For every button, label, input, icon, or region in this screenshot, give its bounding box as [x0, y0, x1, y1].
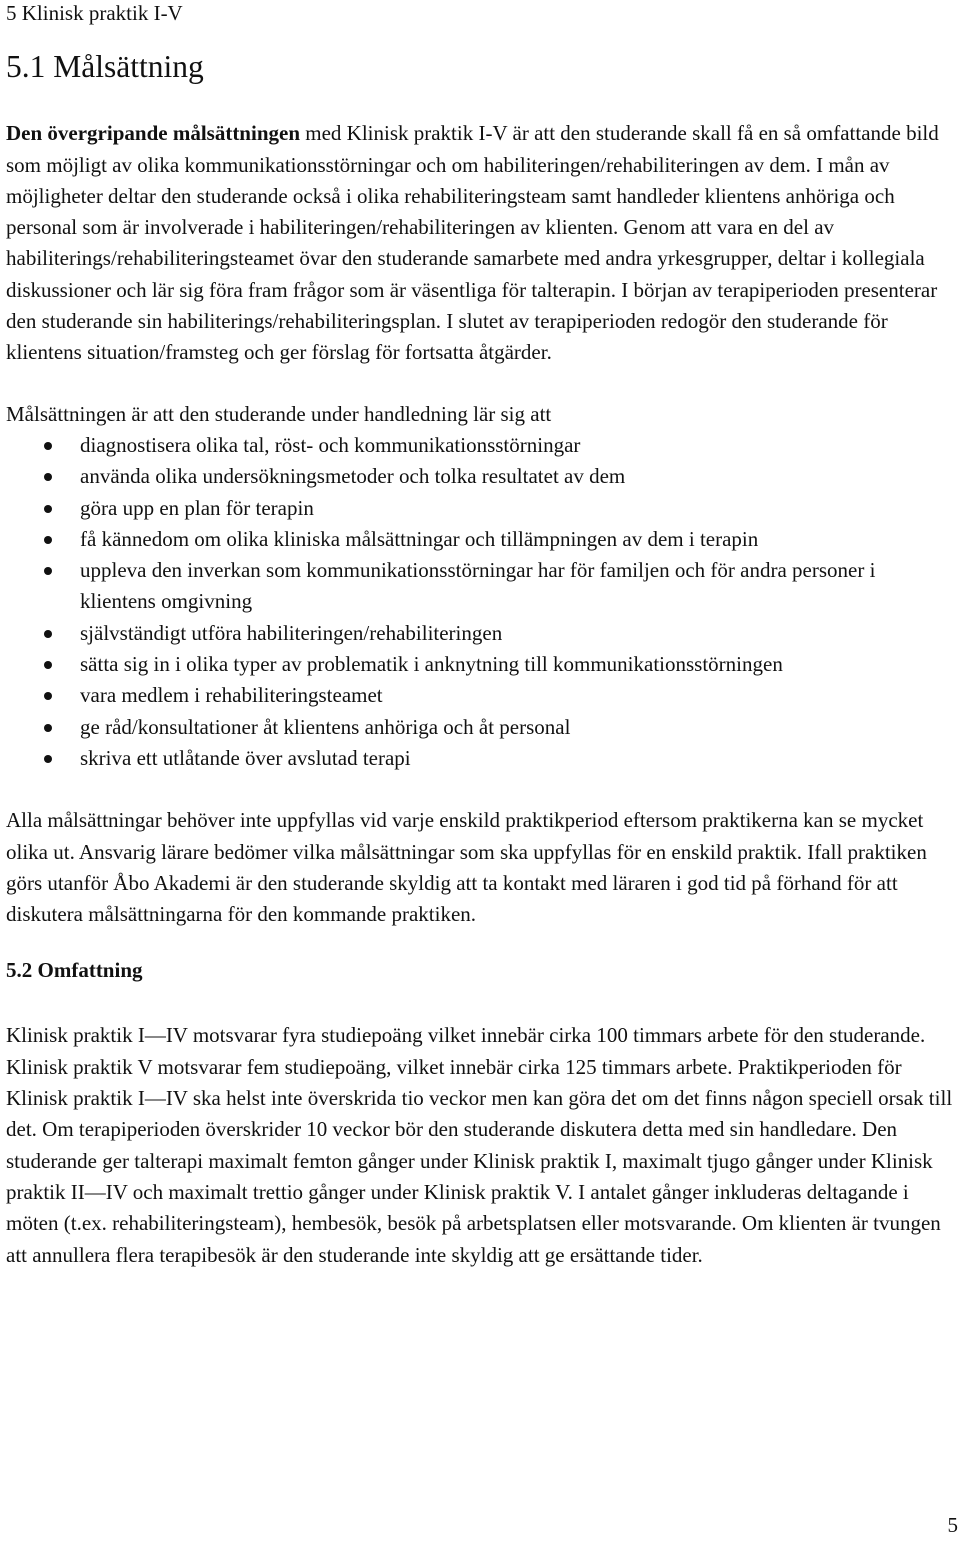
list-item: uppleva den inverkan som kommunikationsstörningar har för familjen och för andra personer i klientens omgivning — [6, 555, 954, 618]
list-item: självständigt utföra habiliteringen/rehabiliteringen — [6, 618, 954, 649]
bullet-icon — [44, 473, 52, 481]
paragraph-overview-bold: Den övergripande målsättningen — [6, 121, 300, 146]
bullet-icon — [44, 442, 52, 450]
list-item: ge råd/konsultationer åt klientens anhöriga och åt personal — [6, 712, 954, 743]
list-item: diagnostisera olika tal, röst- och kommunikationsstörningar — [6, 430, 954, 461]
goals-list — [6, 430, 954, 774]
subsection-title-malsattning: 5.1 Målsättning — [6, 49, 204, 84]
list-item: få kännedom om olika kliniska målsättningar och tillämpningen av dem i terapin — [6, 524, 954, 555]
paragraph-scope: Klinisk praktik I—IV motsvarar fyra studiepoäng vilket innebär cirka 100 timmars arbete för den studerande. Klinisk praktik V motsvarar fem studiepoäng, vilket innebär cirka 125 timmars arbete. Praktikperioden för Klinisk praktik I—IV ska helst inte överskrida tio veckor men kan göra det om det finns någon speciell orsak till det. Om terapiperioden överskrider 10 veckor bör den studerande diskutera detta med sin handledare. Den studerande ger talterapi maximalt femton gånger under Klinisk praktik I, maximalt tjugo gånger under Klinisk praktik II—IV och maximalt trettio gånger under Klinisk praktik V. I antalet gånger inkluderas deltagande i möten (t.ex. rehabiliteringsteam), hembesök, besök på arbetsplatsen eller motsvarande. Om klienten är tvungen att annullera flera terapibesök är den studerande inte skyldig att ge ersättande tider. — [6, 1023, 953, 1267]
bullet-icon — [44, 567, 52, 575]
section-title: 5 Klinisk praktik I-V — [6, 1, 183, 25]
bullet-icon — [44, 755, 52, 763]
document-page — [6, 0, 954, 1271]
goals-intro: Målsättningen är att den studerande under handledning lär sig att — [6, 401, 552, 426]
paragraph-overview — [6, 118, 954, 368]
bullet-icon — [44, 536, 52, 544]
bullet-icon — [44, 724, 52, 732]
list-item: skriva ett utlåtande över avslutad terapi — [6, 743, 954, 774]
paragraph-overview-text: med Klinisk praktik I-V är att den studerande skall få en så omfattande bild som möjligt av olika kommunikationsstörningar och om habiliteringen/rehabiliteringen av dem. I mån av möjligheter deltar den studerande också i olika rehabiliteringsteam samt handleder klientens anhöriga och personal som är involverade i habiliteringen/rehabiliteringen av klienten. Genom att vara en del av habiliterings/rehabiliteringsteamet övar den studerande samarbete med andra yrkesgrupper, deltar i kollegiala diskussioner och lär sig föra fram frågor som är väsentliga för talterapin. I början av terapiperioden presenterar den studerande sin habiliterings/rehabiliteringsplan. I slutet av terapiperioden redogör den studerande för klientens situation/framsteg och ger förslag för fortsatta åtgärder. — [6, 121, 939, 365]
bullet-icon — [44, 692, 52, 700]
bullet-icon — [44, 505, 52, 513]
list-item: sätta sig in i olika typer av problematik i anknytning till kommunikationsstörningen — [6, 649, 954, 680]
list-item: använda olika undersökningsmetoder och tolka resultatet av dem — [6, 461, 954, 492]
bullet-icon — [44, 661, 52, 669]
list-item: vara medlem i rehabiliteringsteamet — [6, 680, 954, 711]
paragraph-requirements: Alla målsättningar behöver inte uppfyllas vid varje enskild praktikperiod eftersom praktikerna kan se mycket olika ut. Ansvarig lärare bedömer vilka målsättningar som ska uppfyllas för en enskild praktik. Ifall praktiken görs utanför Åbo Akademi är den studerande skyldig att ta kontakt med läraren i god tid på förhand för att diskutera målsättningarna för den kommande praktiken. — [6, 808, 927, 927]
page-number: 5 — [947, 1513, 958, 1537]
list-item: göra upp en plan för terapin — [6, 493, 954, 524]
subsection-title-omfattning: 5.2 Omfattning — [6, 958, 143, 983]
bullet-icon — [44, 630, 52, 638]
